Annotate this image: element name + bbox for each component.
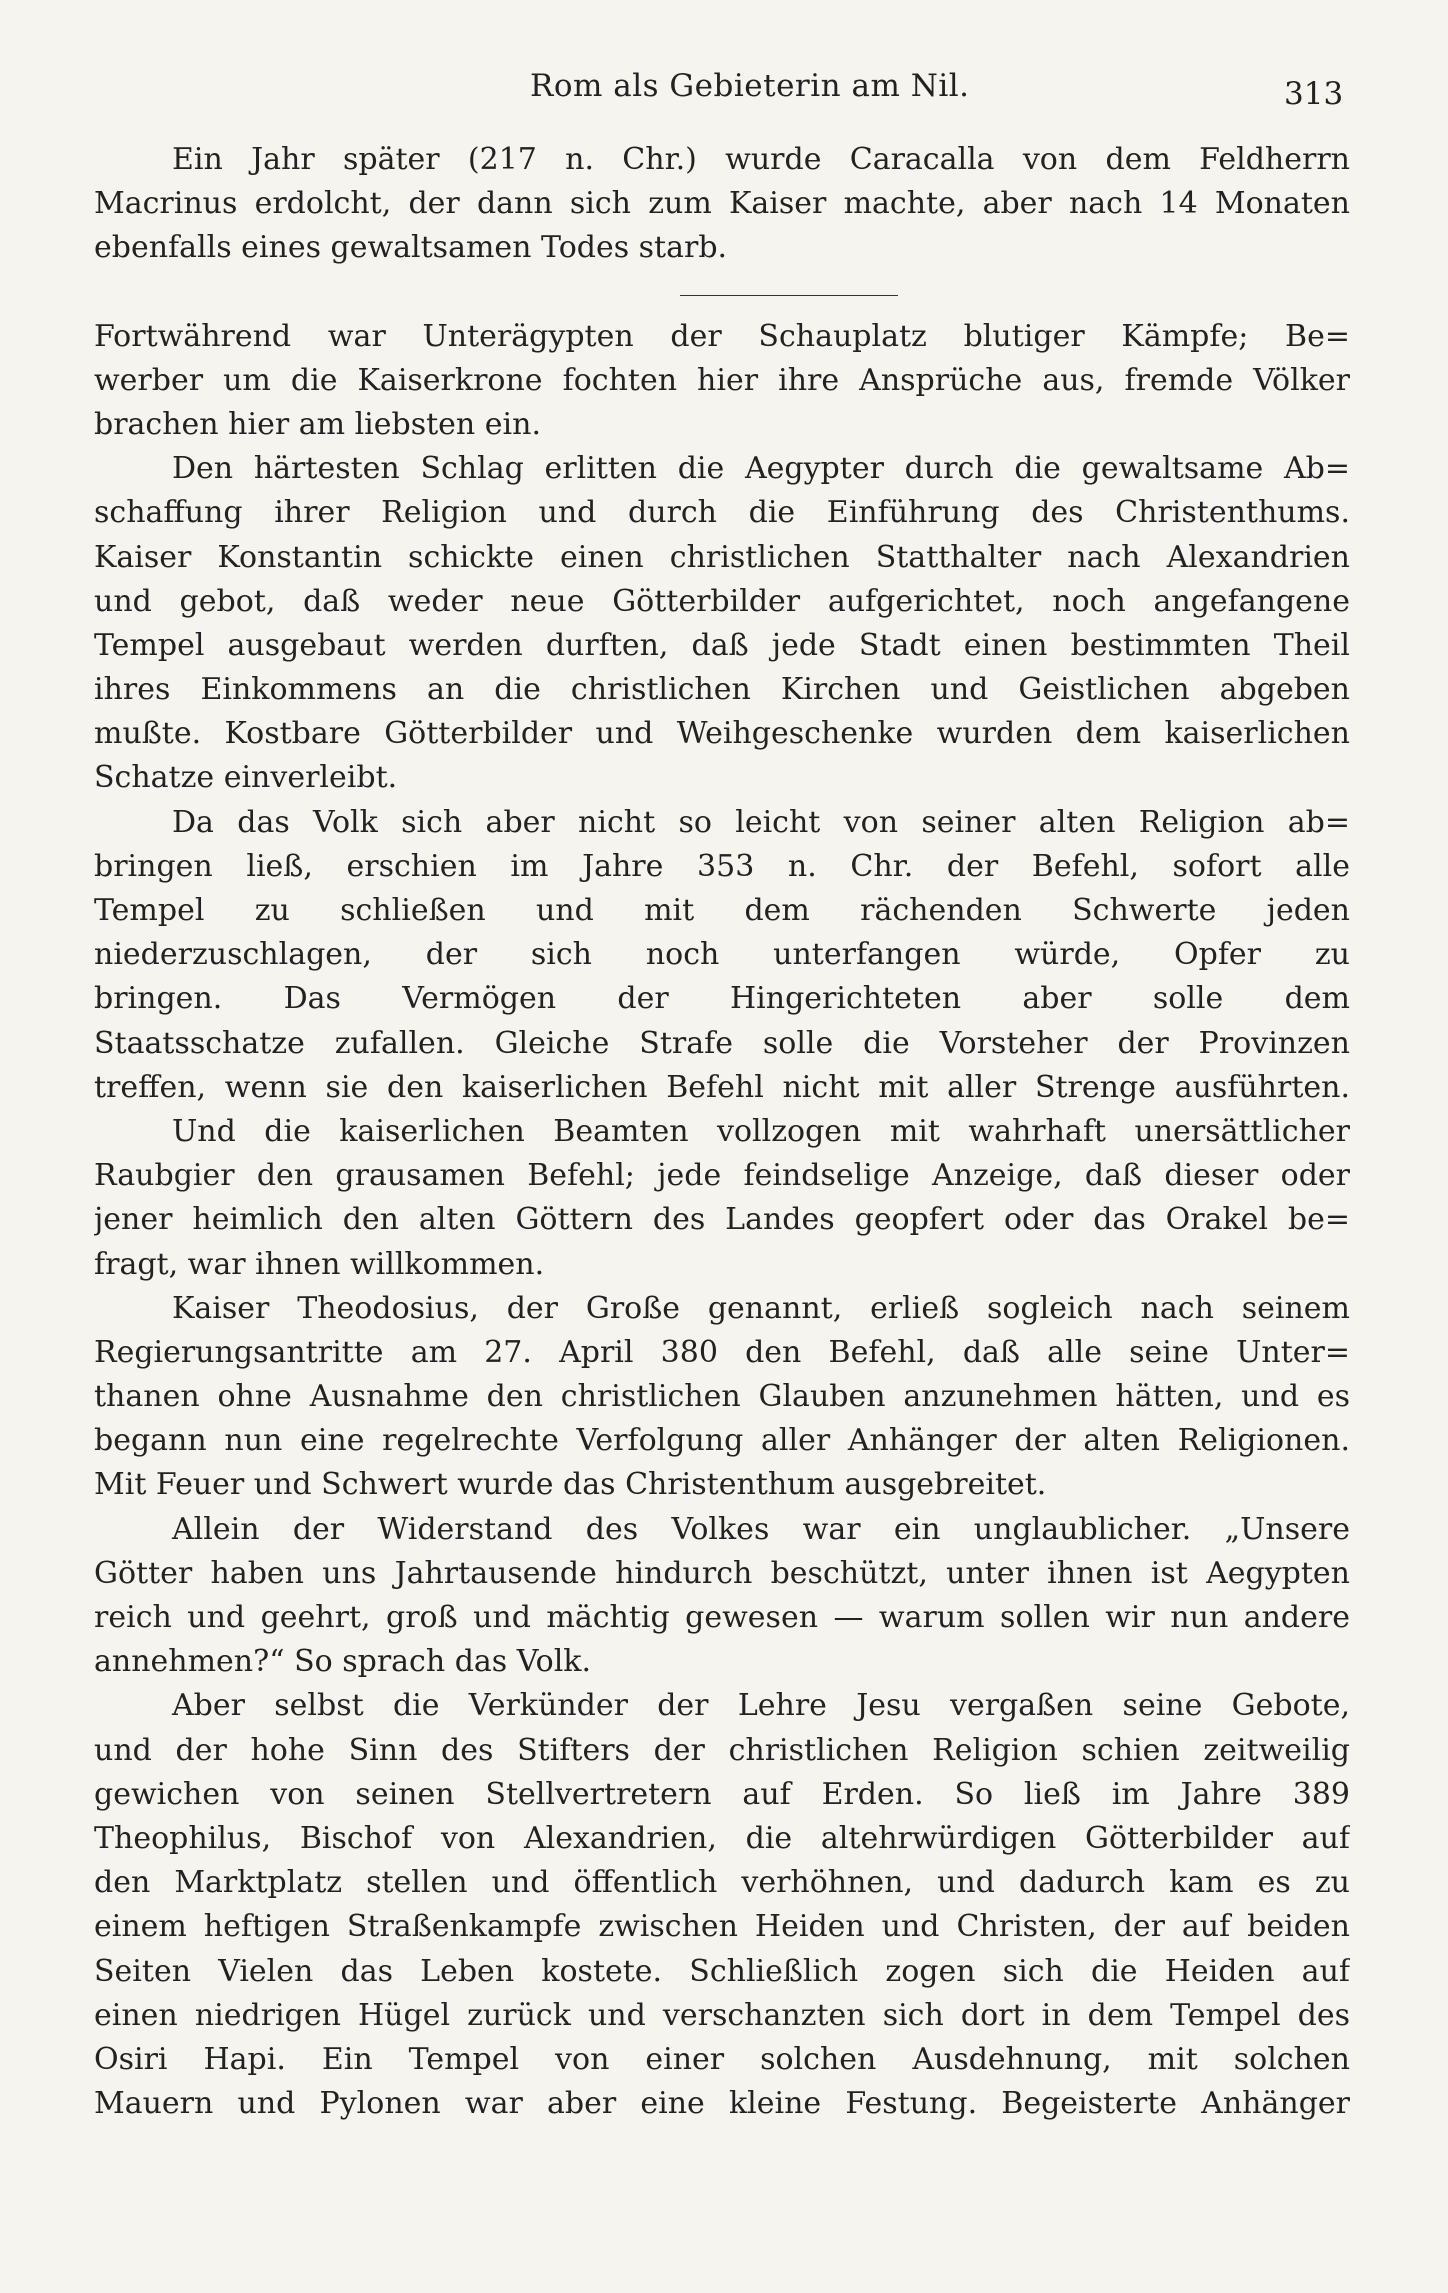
text-line: Kaiser Konstantin schickte einen christlichen Statthalter nach Alexandrien — [94, 539, 1350, 575]
paragraph — [94, 801, 1350, 1110]
text-line: einen niedrigen Hügel zurück und verschanzten sich dort in dem Tempel des — [94, 1997, 1350, 2033]
text-line: jener heimlich den alten Göttern des Landes geopfert oder das Orakel be= — [94, 1202, 1350, 1238]
text-line: ebenfalls eines gewaltsamen Todes starb. — [94, 230, 728, 266]
text-line: Mauern und Pylonen war aber eine kleine Festung. Begeisterte Anhänger — [94, 2086, 1350, 2122]
text-line: Kaiser Theodosius, der Große genannt, erließ sogleich nach seinem — [172, 1290, 1350, 1326]
text-line: Macrinus erdolcht, der dann sich zum Kaiser machte, aber nach 14 Monaten — [94, 186, 1350, 222]
text-line: Mit Feuer und Schwert wurde das Christenthum ausgebreitet. — [94, 1467, 1047, 1503]
text-line: Tempel ausgebaut werden durften, daß jede Stadt einen bestimmten Theil — [94, 627, 1350, 663]
text-line: Da das Volk sich aber nicht so leicht von seiner alten Religion ab= — [172, 804, 1350, 840]
paragraph — [94, 1110, 1350, 1287]
text-line: Allein der Widerstand des Volkes war ein unglaublicher. „Unsere — [172, 1511, 1350, 1547]
text-line: Seiten Vielen das Leben kostete. Schließlich zogen sich die Heiden auf — [94, 1953, 1350, 1989]
text-line: Tempel zu schließen und mit dem rächenden Schwerte jeden — [94, 893, 1350, 928]
text-line: Schatze einverleibt. — [94, 760, 398, 796]
paragraph — [94, 315, 1350, 448]
text-line: schaffung ihrer Religion und durch die Einführung des Christenthums. — [94, 495, 1350, 531]
body-text — [94, 138, 1350, 2126]
text-line: und der hohe Sinn des Stifters der christlichen Religion schien zeitweilig — [94, 1732, 1350, 1768]
text-line: bringen ließ, erschien im Jahre 353 n. Chr. der Befehl, sofort alle — [94, 848, 1350, 884]
text-line: brachen hier am liebsten ein. — [94, 406, 541, 442]
paragraph — [94, 447, 1350, 801]
text-line: mußte. Kostbare Götterbilder und Weihgeschenke wurden dem kaiserlichen — [94, 716, 1350, 752]
text-line: niederzuschlagen, der sich noch unterfangen würde, Opfer zu — [94, 937, 1350, 973]
text-line: Und die kaiserlichen Beamten vollzogen mit wahrhaft unersättlicher — [172, 1113, 1350, 1149]
text-line: begann nun eine regelrechte Verfolgung aller Anhänger der alten Religionen. — [94, 1423, 1350, 1459]
paragraph — [94, 1508, 1350, 1685]
text-line: Regierungsantritte am 27. April 380 den Befehl, daß alle seine Unter= — [94, 1334, 1350, 1370]
text-line: Götter haben uns Jahrtausende hindurch beschützt, unter ihnen ist Aegypten — [94, 1555, 1350, 1591]
text-line: Raubgier den grausamen Befehl; jede feindselige Anzeige, daß dieser oder — [94, 1158, 1350, 1194]
text-line: Osiri Hapi. Ein Tempel von einer solchen Ausdehnung, mit solchen — [94, 2041, 1350, 2077]
running-head: Rom als Gebieterin am Nil. — [530, 68, 970, 104]
text-line: Den härtesten Schlag erlitten die Aegypter durch die gewaltsame Ab= — [172, 451, 1350, 487]
text-line: Fortwährend war Unterägypten der Schauplatz blutiger Kämpfe; Be= — [94, 318, 1350, 354]
text-line: fragt, war ihnen willkommen. — [94, 1246, 545, 1282]
text-line: treffen, wenn sie den kaiserlichen Befehl nicht mit aller Strenge ausführten. — [94, 1069, 1350, 1105]
text-line: Staatsschatze zufallen. Gleiche Strafe solle die Vorsteher der Provinzen — [94, 1025, 1350, 1061]
text-line: annehmen?“ So sprach das Volk. — [94, 1644, 592, 1680]
page-number: 313 — [1284, 76, 1344, 112]
text-line: thanen ohne Ausnahme den christlichen Glauben anzunehmen hätten, und es — [94, 1379, 1350, 1415]
paragraph — [94, 1287, 1350, 1508]
text-line: reich und geehrt, groß und mächtig gewesen — warum sollen wir nun andere — [94, 1600, 1350, 1635]
text-line: den Marktplatz stellen und öffentlich verhöhnen, und dadurch kam es zu — [94, 1865, 1350, 1901]
text-line: einem heftigen Straßenkampfe zwischen Heiden und Christen, der auf beiden — [94, 1909, 1350, 1945]
text-line: Ein Jahr später (217 n. Chr.) wurde Caracalla von dem Feldherrn — [172, 142, 1350, 177]
text-line: und gebot, daß weder neue Götterbilder aufgerichtet, noch angefangene — [94, 583, 1350, 619]
paragraph — [94, 138, 1350, 271]
text-line: Theophilus, Bischof von Alexandrien, die altehrwürdigen Götterbilder auf — [94, 1820, 1350, 1856]
paragraph — [94, 1684, 1350, 2126]
text-line: gewichen von seinen Stellvertretern auf Erden. So ließ im Jahre 389 — [94, 1776, 1350, 1812]
text-line: Aber selbst die Verkünder der Lehre Jesu vergaßen seine Gebote, — [172, 1688, 1350, 1724]
section-separator — [94, 271, 1350, 315]
text-line: ihres Einkommens an die christlichen Kirchen und Geistlichen abgeben — [94, 672, 1350, 708]
text-line: werber um die Kaiserkrone fochten hier ihre Ansprüche aus, fremde Völker — [94, 362, 1350, 398]
text-line: bringen. Das Vermögen der Hingerichteten aber solle dem — [94, 981, 1350, 1017]
